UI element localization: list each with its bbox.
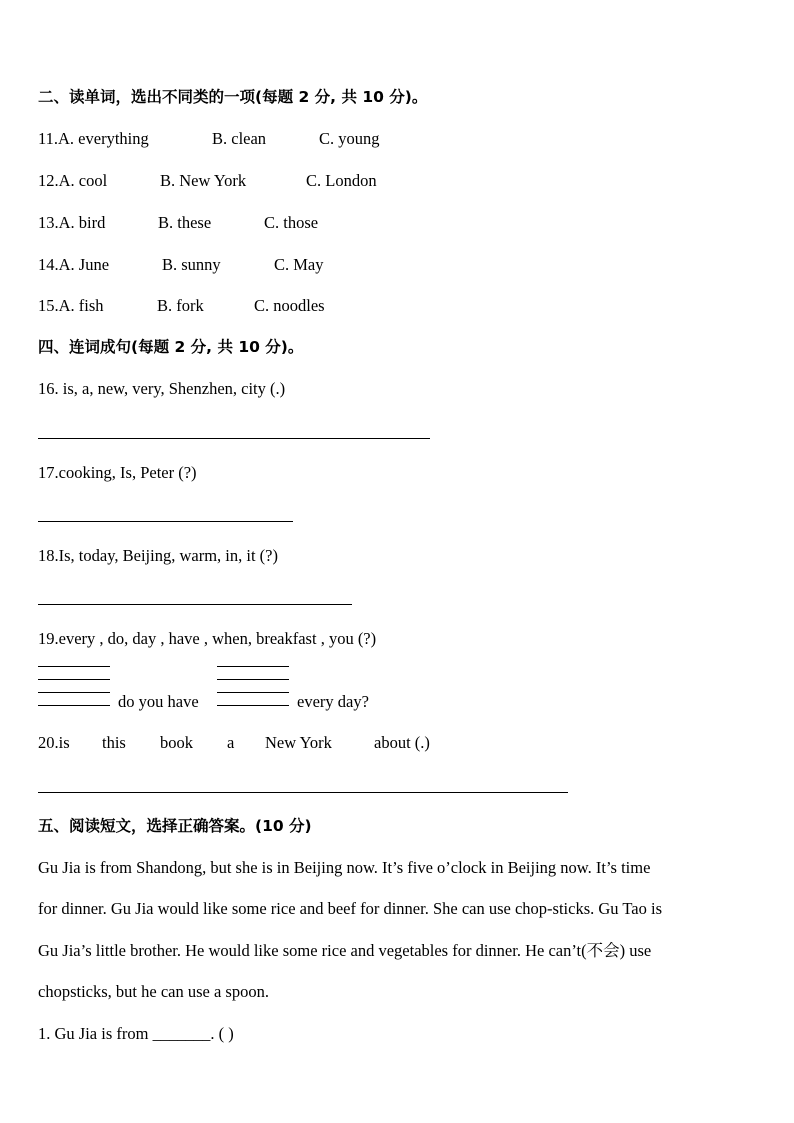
option-a: A. fish bbox=[58, 296, 104, 315]
question-number: 13. bbox=[38, 213, 59, 232]
passage-line: chopsticks, but he can use a spoon. bbox=[38, 982, 269, 1001]
question-12 bbox=[38, 171, 438, 191]
word: this bbox=[102, 733, 126, 752]
answer-line-17[interactable] bbox=[38, 521, 293, 522]
word: about (.) bbox=[374, 733, 430, 752]
option-c: C. noodles bbox=[254, 296, 325, 315]
question-18: 18.Is, today, Beijing, warm, in, it (?) bbox=[38, 546, 278, 565]
question-number: 15. bbox=[38, 296, 59, 315]
option-b: B. fork bbox=[157, 296, 204, 315]
answer-line-18[interactable] bbox=[38, 604, 352, 605]
passage-line: Gu Jia is from Shandong, but she is in Beijing now. It’s five o’clock in Beijing now. It’s time bbox=[38, 858, 651, 877]
word: New York bbox=[265, 733, 332, 752]
section-2-title: 二、读单词，选出不同类的一项(每题 2 分, 共 10 分)。 bbox=[38, 88, 428, 106]
answer-blank-19b[interactable] bbox=[217, 692, 289, 693]
passage-line: Gu Jia’s little brother. He would like some rice and vegetables for dinner. He can’t(不会) use bbox=[38, 941, 652, 960]
option-a: A. cool bbox=[58, 171, 108, 190]
answer-blank-19b[interactable] bbox=[217, 705, 289, 706]
question-19-end-text: every day? bbox=[297, 692, 369, 711]
option-b: B. clean bbox=[212, 129, 267, 148]
option-b: B. sunny bbox=[162, 255, 221, 274]
option-c: C. young bbox=[319, 129, 380, 148]
answer-blank-19a[interactable] bbox=[38, 705, 110, 706]
question-16: 16. is, a, new, very, Shenzhen, city (.) bbox=[38, 379, 286, 398]
answer-blank-19b[interactable] bbox=[217, 666, 289, 667]
question-17: 17.cooking, Is, Peter (?) bbox=[38, 463, 197, 482]
option-b: B. these bbox=[158, 213, 212, 232]
answer-blank-19a[interactable] bbox=[38, 666, 110, 667]
option-a: A. everything bbox=[58, 129, 149, 148]
option-a: A. June bbox=[58, 255, 110, 274]
question-15 bbox=[38, 296, 438, 316]
word: 20.is bbox=[38, 733, 70, 752]
question-19: 19.every , do, day , have , when, breakfast , you (?) bbox=[38, 629, 377, 648]
reading-question-1: 1. Gu Jia is from _______. ( ) bbox=[38, 1024, 234, 1043]
answer-blank-19b[interactable] bbox=[217, 679, 289, 680]
question-11 bbox=[38, 129, 438, 149]
answer-line-16[interactable] bbox=[38, 438, 430, 439]
answer-blank-19a[interactable] bbox=[38, 679, 110, 680]
question-13 bbox=[38, 213, 438, 233]
answer-blank-19a[interactable] bbox=[38, 692, 110, 693]
section-5-title: 五、阅读短文，选择正确答案。(10 分) bbox=[38, 817, 312, 835]
option-c: C. May bbox=[274, 255, 324, 274]
question-number: 14. bbox=[38, 255, 59, 274]
passage-line: for dinner. Gu Jia would like some rice and beef for dinner. She can use chop-sticks. Gu Tao is bbox=[38, 899, 663, 918]
word: a bbox=[227, 733, 235, 752]
word: book bbox=[160, 733, 193, 752]
answer-line-20[interactable] bbox=[38, 792, 568, 793]
question-number: 11. bbox=[38, 129, 59, 148]
option-b: B. New York bbox=[160, 171, 247, 190]
question-number: 12. bbox=[38, 171, 59, 190]
question-14 bbox=[38, 255, 438, 275]
option-a: A. bird bbox=[58, 213, 106, 232]
question-19-middle-text: do you have bbox=[118, 692, 199, 711]
option-c: C. those bbox=[264, 213, 319, 232]
option-c: C. London bbox=[306, 171, 377, 190]
section-4-title: 四、连词成句(每题 2 分, 共 10 分)。 bbox=[38, 338, 304, 356]
